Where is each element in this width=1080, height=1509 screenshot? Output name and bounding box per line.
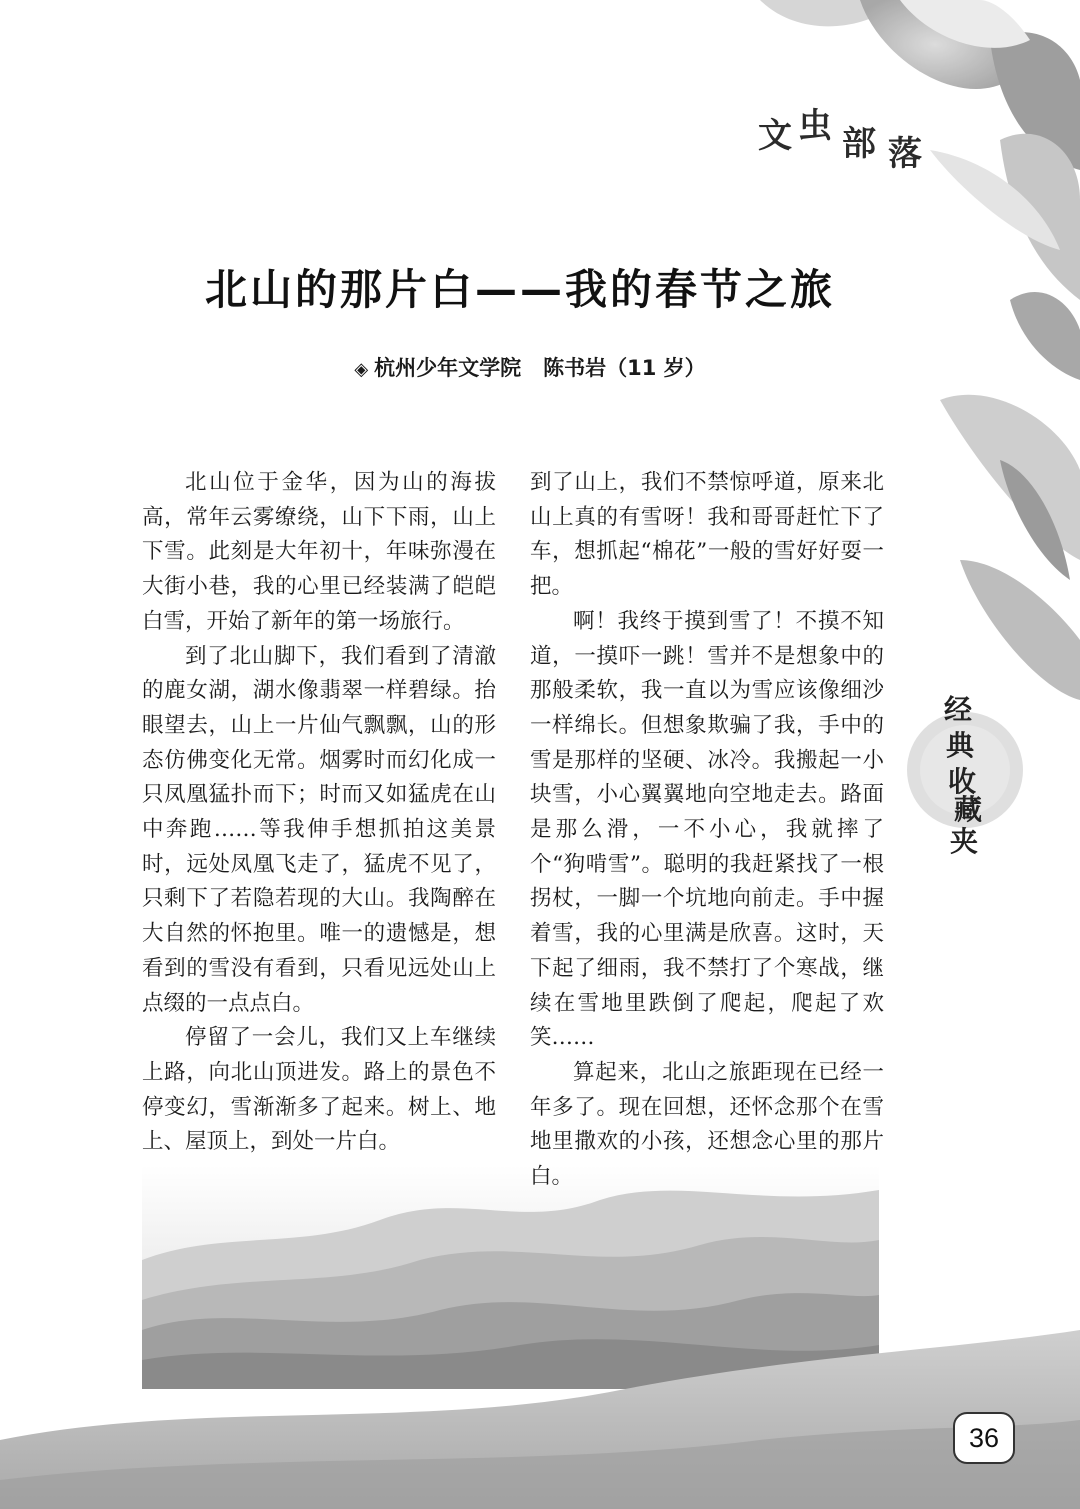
side-tag-char: 经 — [944, 693, 973, 726]
side-tag-char: 典 — [946, 729, 975, 762]
author-name: 陈书岩（11 岁） — [543, 356, 706, 380]
paragraph: 北山位于金华，因为山的海拔高，常年云雾缭绕，山下下雨，山上下雪。此刻是大年初十，年味弥漫在大街小巷，我的心里已经装满了皑皑白雪，开始了新年的第一场旅行。 — [142, 470, 496, 634]
paragraph: 到了北山脚下，我们看到了清澈的鹿女湖，湖水像翡翠一样碧绿。抬眼望去，山上一片仙气飘飘，山的形态仿佛变化无常。烟雾时而幻化成一只凤凰猛扑而下；时而又如猛虎在山中奔跑……等我伸手想抓拍这美景时，远处凤凰飞走了，猛虎不见了，只剩下了若隐若现的大山。我陶醉在大自然的怀抱里。唯一的遗憾是，想看到的雪没有看到，只看见远处山上点缀的一点点白。 — [142, 643, 496, 1016]
article-column-right — [530, 466, 884, 1195]
paragraph-continued: 到了山上，我们不禁惊呼道，原来北山上真的有雪呀！我和哥哥赶忙下了车，想抓起“棉花”一般的雪好好耍一把。 — [530, 470, 884, 600]
section-tag-char: 部 — [842, 124, 876, 164]
side-tag-char: 收 — [948, 765, 977, 798]
paragraph: 算起来，北山之旅距现在已经一年多了。现在回想，还怀念那个在雪地里撒欢的小孩，还想念心里的那片白。 — [530, 1059, 884, 1190]
section-tag-char: 落 — [888, 134, 922, 174]
author-affiliation: 杭州少年文学院 — [374, 356, 522, 380]
article-column-left — [142, 466, 496, 1160]
side-tag-char: 夹 — [950, 825, 979, 858]
diamond-bullet-icon: ◈ — [354, 359, 369, 380]
side-column-tag — [930, 688, 1000, 858]
paragraph: 啊！我终于摸到雪了！不摸不知道，一摸吓一跳！雪并不是想象中的那般柔软，我一直以为雪应该像细沙一样绵长。但想象欺骗了我，手中的雪是那样的坚硬、冰冷。我搬起一小块雪，小心翼翼地向空地走去。路面是那么滑，一不小心，我就摔了个“狗啃雪”。聪明的我赶紧找了一根拐杖，一脚一个坑地向前走。手中握着雪，我的心里满是欣喜。这时，天下起了细雨，我不禁打了个寒战，继续在雪地里跌倒了爬起，爬起了欢笑…… — [530, 608, 884, 1051]
section-tag-header — [752, 98, 952, 174]
mountain-landscape-icon — [142, 1165, 879, 1389]
paragraph: 停留了一会儿，我们又上车继续上路，向北山顶进发。路上的景色不停变幻，雪渐渐多了起来。树上、地上、屋顶上，到处一片白。 — [142, 1025, 496, 1155]
byline — [270, 350, 790, 386]
section-tag-char: 虫 — [798, 106, 832, 146]
section-tag-char: 文 — [758, 116, 792, 156]
side-tag-char: 藏 — [954, 793, 983, 826]
page-number: 36 — [953, 1412, 1015, 1464]
article-title: 北山的那片白——我的春节之旅 — [204, 265, 835, 314]
